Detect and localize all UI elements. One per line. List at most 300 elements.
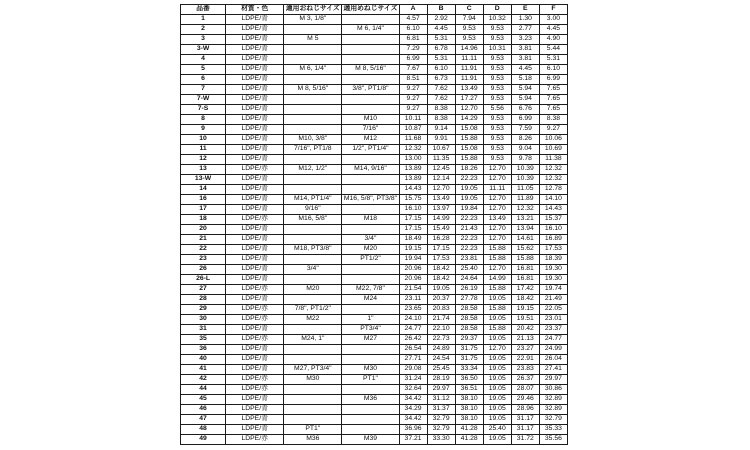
cell-material-color: LDPE/青 (226, 185, 284, 195)
cell-dim-a: 4.57 (399, 15, 427, 25)
cell-dim-e: 12.32 (511, 205, 539, 215)
cell-part-no: 18 (181, 215, 226, 225)
cell-dim-c: 11.91 (455, 65, 483, 75)
table-row (181, 115, 568, 125)
table-row (181, 65, 568, 75)
cell-dim-f: 14.43 (539, 205, 567, 215)
cell-dim-d: 9.53 (483, 35, 511, 45)
cell-male-thread (284, 225, 342, 235)
cell-female-thread: M12 (342, 135, 399, 145)
cell-female-thread: M16, 5/8", PT3/8" (342, 195, 399, 205)
cell-dim-a: 26.42 (399, 335, 427, 345)
cell-dim-d: 19.05 (483, 315, 511, 325)
cell-dim-d: 19.05 (483, 365, 511, 375)
cell-dim-c: 31.75 (455, 355, 483, 365)
cell-dim-f: 11.38 (539, 155, 567, 165)
cell-female-thread (342, 275, 399, 285)
cell-dim-b: 19.05 (427, 285, 455, 295)
cell-dim-f: 14.10 (539, 195, 567, 205)
cell-dim-c: 15.08 (455, 145, 483, 155)
cell-dim-a: 20.96 (399, 265, 427, 275)
cell-dim-e: 10.39 (511, 165, 539, 175)
cell-dim-e: 16.81 (511, 265, 539, 275)
cell-part-no: 30 (181, 315, 226, 325)
cell-dim-a: 9.27 (399, 95, 427, 105)
cell-dim-f: 35.56 (539, 435, 567, 445)
cell-dim-a: 11.68 (399, 135, 427, 145)
cell-male-thread: M36 (284, 435, 342, 445)
cell-dim-c: 19.05 (455, 195, 483, 205)
cell-female-thread (342, 425, 399, 435)
cell-female-thread: M 6, 1/4" (342, 25, 399, 35)
cell-female-thread: M18 (342, 215, 399, 225)
cell-dim-d: 12.70 (483, 225, 511, 235)
cell-dim-b: 31.12 (427, 395, 455, 405)
cell-dim-a: 19.94 (399, 255, 427, 265)
cell-dim-c: 22.23 (455, 235, 483, 245)
cell-part-no: 11 (181, 145, 226, 155)
cell-dim-b: 25.45 (427, 365, 455, 375)
cell-dim-e: 4.45 (511, 65, 539, 75)
cell-dim-c: 24.64 (455, 275, 483, 285)
cell-dim-e: 3.23 (511, 35, 539, 45)
cell-dim-e: 23.83 (511, 365, 539, 375)
cell-dim-a: 9.27 (399, 85, 427, 95)
cell-dim-b: 29.97 (427, 385, 455, 395)
cell-male-thread: 9/16" (284, 205, 342, 215)
cell-dim-e: 6.99 (511, 115, 539, 125)
cell-female-thread: 3/4" (342, 235, 399, 245)
cell-dim-c: 33.34 (455, 365, 483, 375)
cell-dim-c: 27.78 (455, 295, 483, 305)
cell-male-thread (284, 385, 342, 395)
cell-female-thread (342, 225, 399, 235)
cell-dim-c: 11.91 (455, 75, 483, 85)
cell-dim-b: 17.15 (427, 245, 455, 255)
cell-part-no: 29 (181, 305, 226, 315)
cell-material-color: LDPE/青 (226, 245, 284, 255)
cell-dim-b: 10.67 (427, 145, 455, 155)
cell-dim-b: 18.42 (427, 265, 455, 275)
table-row (181, 395, 568, 405)
cell-material-color: LDPE/青 (226, 125, 284, 135)
cell-dim-f: 32.89 (539, 395, 567, 405)
table-row (181, 305, 568, 315)
cell-dim-a: 12.32 (399, 145, 427, 155)
cell-dim-d: 10.32 (483, 15, 511, 25)
cell-material-color: LDPE/青 (226, 85, 284, 95)
cell-dim-a: 17.15 (399, 215, 427, 225)
cell-dim-a: 27.71 (399, 355, 427, 365)
cell-dim-d: 15.88 (483, 245, 511, 255)
cell-material-color: LDPE/青 (226, 145, 284, 155)
cell-dim-e: 7.59 (511, 125, 539, 135)
cell-dim-d: 19.05 (483, 375, 511, 385)
cell-dim-b: 8.38 (427, 105, 455, 115)
cell-part-no: 22 (181, 245, 226, 255)
cell-male-thread: M 5 (284, 35, 342, 45)
cell-material-color: LDPE/赤 (226, 215, 284, 225)
cell-dim-e: 21.13 (511, 335, 539, 345)
cell-part-no: 47 (181, 415, 226, 425)
table-row (181, 325, 568, 335)
cell-dim-f: 19.30 (539, 265, 567, 275)
cell-dim-b: 24.89 (427, 345, 455, 355)
cell-dim-f: 23.37 (539, 325, 567, 335)
cell-dim-c: 36.51 (455, 385, 483, 395)
cell-part-no: 28 (181, 295, 226, 305)
cell-female-thread: 7/16" (342, 125, 399, 135)
cell-male-thread: M10, 3/8" (284, 135, 342, 145)
cell-part-no: 23 (181, 255, 226, 265)
cell-part-no: 13 (181, 165, 226, 175)
cell-dim-b: 21.74 (427, 315, 455, 325)
spec-table (180, 4, 568, 445)
cell-dim-e: 2.77 (511, 25, 539, 35)
cell-dim-a: 36.96 (399, 425, 427, 435)
cell-dim-a: 20.96 (399, 275, 427, 285)
cell-dim-b: 17.53 (427, 255, 455, 265)
cell-dim-f: 24.99 (539, 345, 567, 355)
cell-dim-f: 19.74 (539, 285, 567, 295)
cell-dim-f: 12.32 (539, 165, 567, 175)
cell-dim-d: 12.70 (483, 265, 511, 275)
cell-dim-a: 7.29 (399, 45, 427, 55)
cell-dim-d: 9.53 (483, 115, 511, 125)
cell-dim-d: 19.05 (483, 295, 511, 305)
cell-dim-d: 25.40 (483, 425, 511, 435)
table-row (181, 35, 568, 45)
table-row (181, 295, 568, 305)
cell-dim-b: 20.37 (427, 295, 455, 305)
cell-male-thread: M16, 5/8" (284, 215, 342, 225)
cell-dim-f: 9.27 (539, 125, 567, 135)
cell-dim-b: 12.70 (427, 185, 455, 195)
cell-part-no: 3-W (181, 45, 226, 55)
cell-dim-f: 27.41 (539, 365, 567, 375)
cell-part-no: 36 (181, 345, 226, 355)
cell-dim-b: 5.31 (427, 35, 455, 45)
cell-dim-c: 28.58 (455, 305, 483, 315)
cell-male-thread (284, 185, 342, 195)
cell-part-no: 13-W (181, 175, 226, 185)
cell-material-color: LDPE/赤 (226, 435, 284, 445)
cell-dim-d: 9.53 (483, 65, 511, 75)
cell-dim-b: 6.78 (427, 45, 455, 55)
cell-dim-f: 16.89 (539, 235, 567, 245)
cell-dim-a: 6.81 (399, 35, 427, 45)
cell-dim-f: 19.30 (539, 275, 567, 285)
cell-dim-f: 5.31 (539, 55, 567, 65)
cell-part-no: 7 (181, 85, 226, 95)
cell-dim-a: 14.43 (399, 185, 427, 195)
cell-material-color: LDPE/青 (226, 195, 284, 205)
table-row (181, 125, 568, 135)
cell-dim-e: 17.42 (511, 285, 539, 295)
column-header-dim-d: D (483, 5, 511, 15)
table-body (181, 15, 568, 445)
cell-dim-b: 24.54 (427, 355, 455, 365)
cell-dim-e: 10.39 (511, 175, 539, 185)
cell-female-thread: M39 (342, 435, 399, 445)
cell-dim-f: 8.38 (539, 115, 567, 125)
cell-male-thread: PT1" (284, 425, 342, 435)
cell-dim-c: 15.88 (455, 155, 483, 165)
cell-dim-c: 36.50 (455, 375, 483, 385)
cell-dim-c: 15.08 (455, 125, 483, 135)
cell-material-color: LDPE/青 (226, 235, 284, 245)
table-row (181, 95, 568, 105)
cell-dim-b: 6.10 (427, 65, 455, 75)
cell-material-color: LDPE/青 (226, 425, 284, 435)
table-row (181, 175, 568, 185)
column-header-male-thread: 適用おねじサイズ (284, 5, 342, 15)
cell-dim-f: 26.04 (539, 355, 567, 365)
cell-dim-b: 32.79 (427, 415, 455, 425)
cell-dim-f: 21.49 (539, 295, 567, 305)
cell-part-no: 40 (181, 355, 226, 365)
cell-dim-c: 15.88 (455, 135, 483, 145)
table-row (181, 185, 568, 195)
cell-dim-d: 19.05 (483, 355, 511, 365)
cell-dim-f: 22.05 (539, 305, 567, 315)
cell-dim-f: 6.10 (539, 65, 567, 75)
cell-male-thread (284, 295, 342, 305)
cell-dim-c: 25.40 (455, 265, 483, 275)
cell-dim-b: 7.62 (427, 85, 455, 95)
cell-dim-f: 16.10 (539, 225, 567, 235)
cell-female-thread (342, 205, 399, 215)
cell-dim-b: 13.49 (427, 195, 455, 205)
table-row (181, 315, 568, 325)
cell-material-color: LDPE/赤 (226, 315, 284, 325)
cell-male-thread: M30 (284, 375, 342, 385)
cell-male-thread: M20 (284, 285, 342, 295)
cell-part-no: 35 (181, 335, 226, 345)
cell-part-no: 27 (181, 285, 226, 295)
cell-dim-b: 15.49 (427, 225, 455, 235)
table-header (181, 5, 568, 15)
cell-part-no: 45 (181, 395, 226, 405)
cell-dim-e: 1.30 (511, 15, 539, 25)
table-row (181, 25, 568, 35)
cell-dim-c: 31.75 (455, 345, 483, 355)
cell-part-no: 1 (181, 15, 226, 25)
cell-male-thread (284, 355, 342, 365)
column-header-dim-c: C (455, 5, 483, 15)
table-row (181, 385, 568, 395)
cell-dim-f: 10.69 (539, 145, 567, 155)
cell-part-no: 41 (181, 365, 226, 375)
column-header-female-thread: 適用めねじサイズ (342, 5, 399, 15)
cell-female-thread (342, 45, 399, 55)
cell-part-no: 5 (181, 65, 226, 75)
cell-dim-e: 18.42 (511, 295, 539, 305)
cell-male-thread (284, 255, 342, 265)
cell-dim-a: 23.65 (399, 305, 427, 315)
table-row (181, 265, 568, 275)
cell-dim-e: 13.21 (511, 215, 539, 225)
cell-male-thread (284, 395, 342, 405)
cell-dim-d: 19.05 (483, 335, 511, 345)
cell-female-thread (342, 415, 399, 425)
cell-dim-a: 15.75 (399, 195, 427, 205)
cell-material-color: LDPE/青 (226, 205, 284, 215)
cell-dim-c: 38.10 (455, 405, 483, 415)
table-row (181, 155, 568, 165)
cell-part-no: 8 (181, 115, 226, 125)
cell-material-color: LDPE/青 (226, 325, 284, 335)
cell-dim-c: 22.23 (455, 175, 483, 185)
cell-material-color: LDPE/青 (226, 295, 284, 305)
cell-dim-a: 32.64 (399, 385, 427, 395)
cell-material-color: LDPE/青 (226, 115, 284, 125)
cell-dim-f: 7.65 (539, 85, 567, 95)
cell-part-no: 6 (181, 75, 226, 85)
cell-dim-d: 9.53 (483, 155, 511, 165)
cell-dim-f: 29.97 (539, 375, 567, 385)
table-row (181, 195, 568, 205)
cell-dim-d: 9.53 (483, 75, 511, 85)
table-row (181, 145, 568, 155)
cell-dim-e: 15.88 (511, 255, 539, 265)
cell-dim-e: 23.27 (511, 345, 539, 355)
cell-dim-a: 8.51 (399, 75, 427, 85)
cell-dim-d: 19.05 (483, 435, 511, 445)
cell-dim-b: 32.79 (427, 425, 455, 435)
cell-dim-c: 12.70 (455, 105, 483, 115)
cell-part-no: 48 (181, 425, 226, 435)
cell-male-thread: M 8, 5/16" (284, 85, 342, 95)
table-row (181, 105, 568, 115)
cell-dim-c: 19.05 (455, 185, 483, 195)
cell-dim-a: 10.11 (399, 115, 427, 125)
cell-female-thread: M14, 9/16" (342, 165, 399, 175)
cell-female-thread (342, 185, 399, 195)
cell-dim-b: 18.42 (427, 275, 455, 285)
cell-part-no: 26 (181, 265, 226, 275)
cell-female-thread: M22, 7/8" (342, 285, 399, 295)
cell-material-color: LDPE/青 (226, 415, 284, 425)
table-row (181, 335, 568, 345)
cell-dim-f: 7.65 (539, 95, 567, 105)
cell-dim-f: 17.53 (539, 245, 567, 255)
cell-female-thread: 1/2", PT1/4" (342, 145, 399, 155)
cell-male-thread (284, 25, 342, 35)
cell-dim-a: 6.10 (399, 25, 427, 35)
cell-male-thread (284, 235, 342, 245)
cell-dim-f: 4.90 (539, 35, 567, 45)
cell-female-thread (342, 95, 399, 105)
table-row (181, 45, 568, 55)
cell-female-thread: 3/8", PT1/8" (342, 85, 399, 95)
cell-material-color: LDPE/赤 (226, 285, 284, 295)
cell-male-thread: M 6, 1/4" (284, 65, 342, 75)
cell-dim-e: 13.94 (511, 225, 539, 235)
cell-material-color: LDPE/青 (226, 175, 284, 185)
cell-dim-f: 15.37 (539, 215, 567, 225)
cell-dim-a: 24.10 (399, 315, 427, 325)
cell-material-color: LDPE/青 (226, 355, 284, 365)
cell-dim-c: 28.58 (455, 325, 483, 335)
cell-material-color: LDPE/赤 (226, 305, 284, 315)
cell-dim-a: 26.54 (399, 345, 427, 355)
cell-dim-d: 13.49 (483, 215, 511, 225)
cell-dim-c: 9.53 (455, 35, 483, 45)
cell-female-thread (342, 175, 399, 185)
cell-dim-e: 5.18 (511, 75, 539, 85)
cell-female-thread: 1" (342, 315, 399, 325)
cell-dim-b: 9.91 (427, 135, 455, 145)
cell-dim-e: 28.96 (511, 405, 539, 415)
cell-material-color: LDPE/赤 (226, 165, 284, 175)
cell-material-color: LDPE/青 (226, 255, 284, 265)
cell-part-no: 7-W (181, 95, 226, 105)
cell-male-thread (284, 345, 342, 355)
cell-female-thread: M20 (342, 245, 399, 255)
column-header-dim-e: E (511, 5, 539, 15)
cell-dim-c: 38.10 (455, 415, 483, 425)
cell-dim-d: 19.05 (483, 395, 511, 405)
cell-material-color: LDPE/青 (226, 155, 284, 165)
cell-dim-e: 5.94 (511, 95, 539, 105)
cell-dim-e: 19.15 (511, 305, 539, 315)
cell-dim-b: 16.28 (427, 235, 455, 245)
cell-dim-c: 14.96 (455, 45, 483, 55)
cell-dim-e: 20.42 (511, 325, 539, 335)
cell-dim-f: 24.77 (539, 335, 567, 345)
cell-dim-d: 9.53 (483, 95, 511, 105)
cell-dim-e: 5.94 (511, 85, 539, 95)
cell-dim-e: 9.78 (511, 155, 539, 165)
cell-dim-c: 22.23 (455, 215, 483, 225)
cell-dim-c: 9.53 (455, 25, 483, 35)
column-header-material-color: 材質・色 (226, 5, 284, 15)
cell-dim-d: 19.05 (483, 385, 511, 395)
cell-dim-d: 9.53 (483, 135, 511, 145)
cell-dim-a: 37.21 (399, 435, 427, 445)
cell-dim-f: 32.79 (539, 415, 567, 425)
cell-male-thread (284, 325, 342, 335)
table-row (181, 165, 568, 175)
cell-dim-d: 9.53 (483, 25, 511, 35)
cell-dim-a: 34.42 (399, 415, 427, 425)
cell-female-thread: PT3/4" (342, 325, 399, 335)
table-row (181, 215, 568, 225)
cell-material-color: LDPE/赤 (226, 335, 284, 345)
cell-material-color: LDPE/青 (226, 135, 284, 145)
cell-dim-d: 12.70 (483, 195, 511, 205)
cell-male-thread: M22 (284, 315, 342, 325)
table-row (181, 205, 568, 215)
cell-part-no: 31 (181, 325, 226, 335)
cell-part-no: 44 (181, 385, 226, 395)
cell-part-no: 49 (181, 435, 226, 445)
cell-dim-e: 3.81 (511, 45, 539, 55)
cell-dim-f: 7.65 (539, 105, 567, 115)
cell-dim-e: 11.89 (511, 195, 539, 205)
cell-dim-d: 12.70 (483, 345, 511, 355)
cell-dim-a: 34.42 (399, 395, 427, 405)
cell-dim-d: 15.88 (483, 305, 511, 315)
cell-part-no: 7-S (181, 105, 226, 115)
cell-dim-b: 31.37 (427, 405, 455, 415)
cell-dim-c: 38.10 (455, 395, 483, 405)
cell-dim-c: 18.26 (455, 165, 483, 175)
cell-dim-f: 35.33 (539, 425, 567, 435)
cell-dim-b: 8.38 (427, 115, 455, 125)
cell-male-thread (284, 55, 342, 65)
